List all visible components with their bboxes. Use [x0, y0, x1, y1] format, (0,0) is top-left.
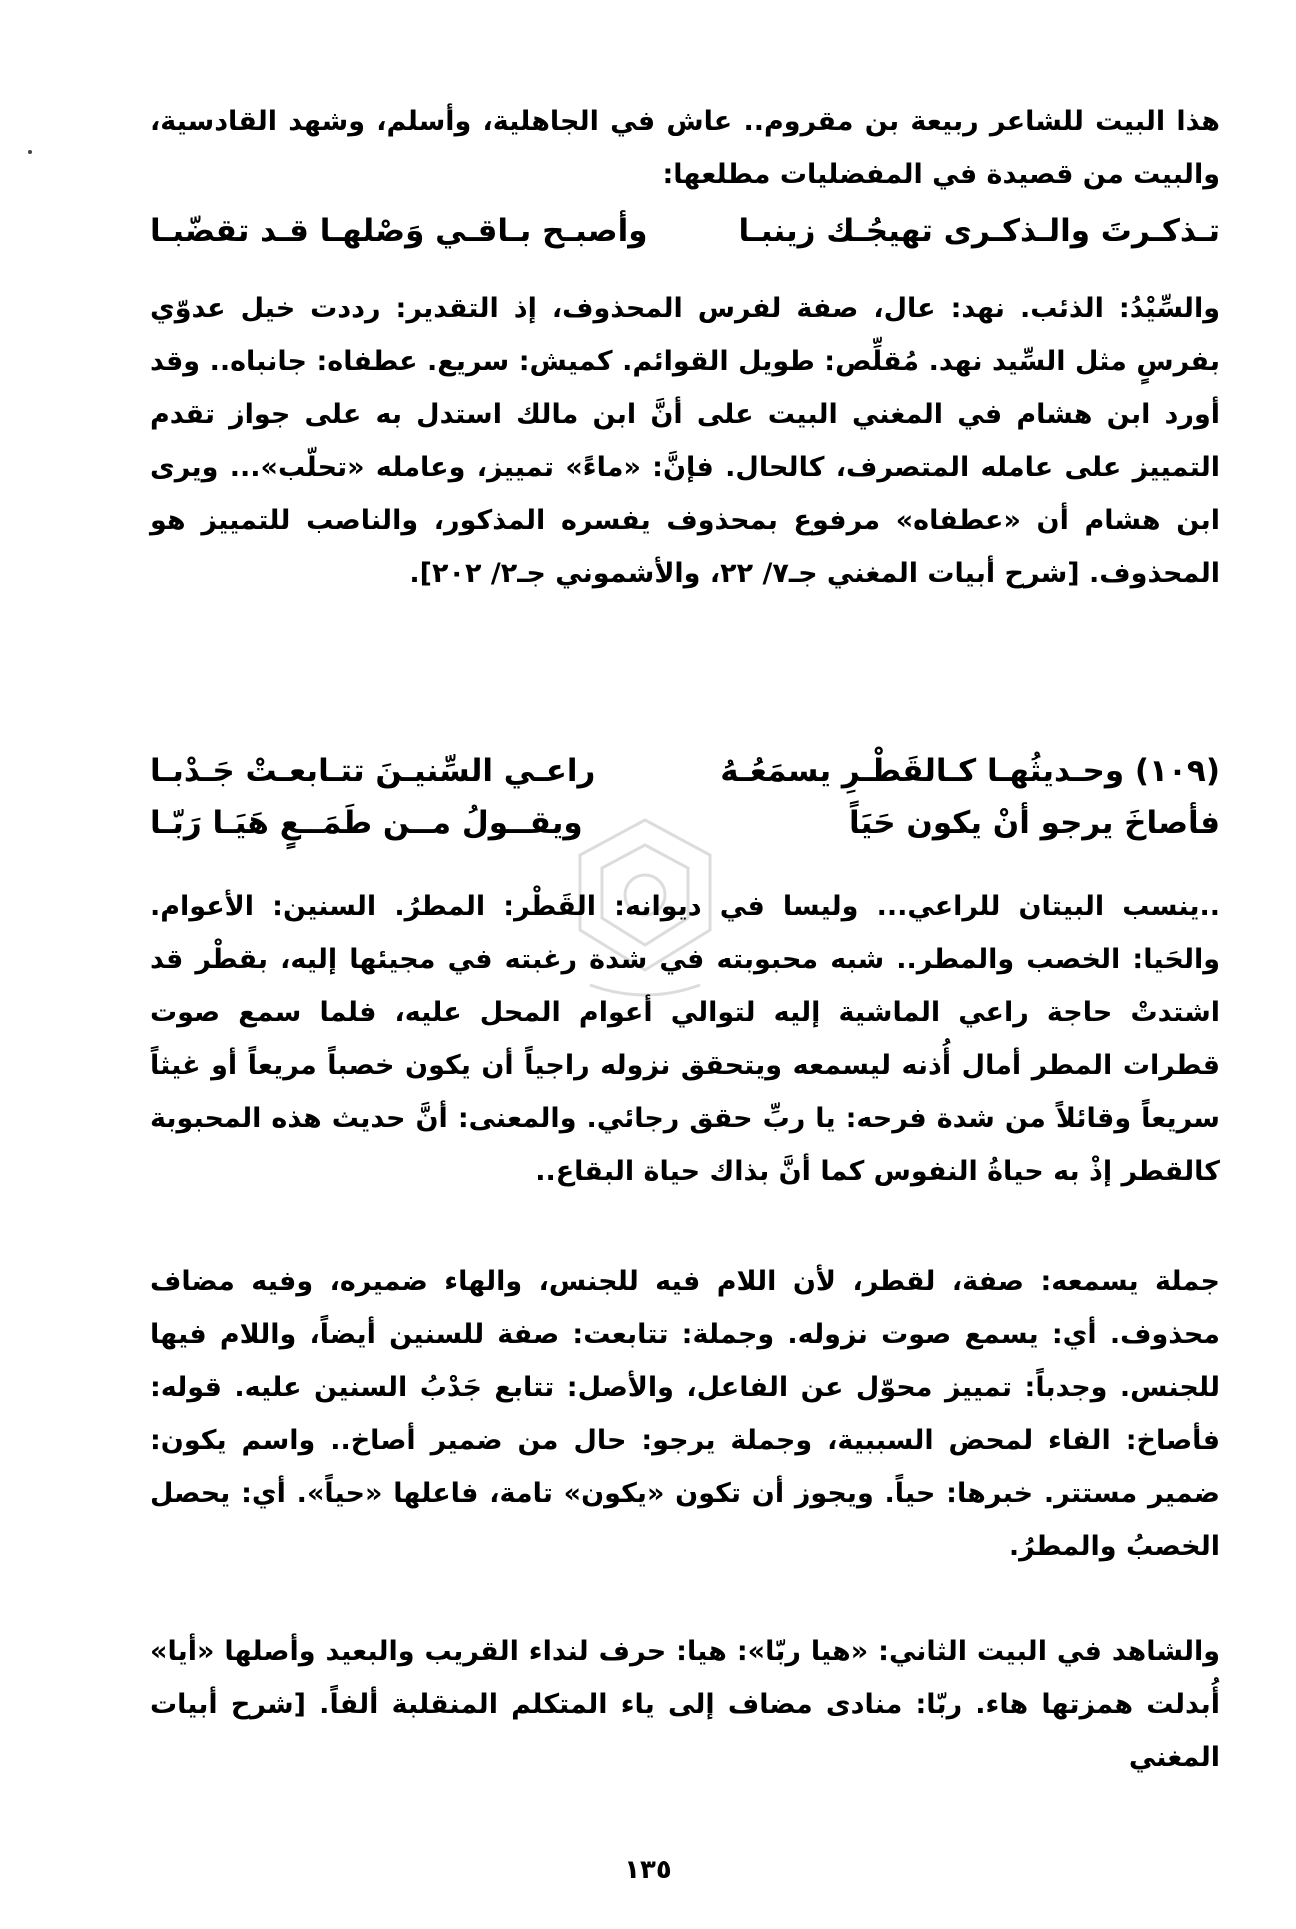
opening-verse-first-hemistich: تـذكـرتَ والـذكـرى تهيجُـك زينبـا [738, 213, 1220, 249]
verse-109-line-1-left: راعـي السِّنيـنَ تتـابعـتْ جَـدْبـا [150, 753, 596, 789]
paragraph-intro [150, 95, 1220, 201]
opening-verse [0, 205, 1296, 257]
stray-ink-mark [28, 150, 32, 154]
verse-109-number: (١٠٩) [1134, 753, 1220, 789]
verse-109-line-2-right: فأصاخَ يرجو أنْ يكون حَيَاً [848, 805, 1220, 841]
verse-109-line-2-left: ويقــولُ مــن طَمَــعٍ هَيَـا رَبّـا [150, 805, 583, 841]
paragraph-commentary-2 [150, 880, 1220, 1198]
paragraph-grammar [150, 1255, 1220, 1573]
paragraph-1-text: هذا البيت للشاعر ربيعة بن مقروم.. عاش في الجاهلية، وأسلم، وشهد القادسية، والبيت من قصيدة في المفضليات مطلعها: [150, 106, 1220, 190]
opening-verse-second-hemistich: وأصبـح بـاقـي وَصْلهـا قـد تقضّبـا [150, 213, 648, 249]
paragraph-5-text: والشاهد في البيت الثاني: «هيا ربّا»: هيا: حرف لنداء القريب والبعيد وأصلها «أيا» أُبدلت همزتها هاء. ربّا: منادى مضاف إلى ياء المتكلم المنقلبة ألفاً. [شرح أبيات المغني [150, 1636, 1220, 1773]
verse-109-line-1-right-text: وحـديثُهـا كـالقَطْـرِ يسمَعُـهُ [720, 753, 1125, 789]
paragraph-commentary-1 [150, 282, 1220, 600]
paragraph-evidence [150, 1625, 1220, 1784]
paragraph-2-text: والسِّيْدُ: الذئب. نهد: عال، صفة لفرس المحذوف، إذ التقدير: رددت خيل عدوّي بفرسٍ مثل السِّيد نهد. مُقلِّص: طويل القوائم. كميش: سريع. عطفاه: جانباه.. وقد أورد ابن هشام في المغني البيت على أنَّ ابن مالك استدل به على جواز تقدم التمييز على عامله المتصرف، كالحال. فإنَّ: «ماءً» تمييز، وعامله «تحلّب»... ويرى ابن هشام أن «عطفاه» مرفوع بمحذوف يفسره المذكور، والناصب للتمييز هو المحذوف. [شرح أبيات المغني جـ٧/ ٢٢، والأشموني جـ٢/ ٢٠٢]. [150, 293, 1220, 589]
verse-109-line-1-right [720, 745, 1220, 797]
paragraph-3-text: ..ينسب البيتان للراعي... وليسا في ديوانه: القَطْر: المطرُ. السنين: الأعوام. والحَيا: الخصب والمطر.. شبه محبوبته في شدة رغبته في مجيئها إليه، بقطْر قد اشتدتْ حاجة راعي الماشية إليه لتوالي أعوام المحل عليه، فلما سمع صوت قطرات المطر أمال أُذنه ليسمعه ويتحقق نزوله راجياً أن يكون خصباً مريعاً أو غيثاً سريعاً وقائلاً من شدة فرحه: يا ربِّ حقق رجائي. والمعنى: أنَّ حديث هذه المحبوبة كالقطر إذْ به حياةُ النفوس كما أنَّ بذاك حياة البقاع.. [150, 891, 1220, 1187]
paragraph-4-text: جملة يسمعه: صفة، لقطر، لأن اللام فيه للجنس، والهاء ضميره، وفيه مضاف محذوف. أي: يسمع صوت نزوله. وجملة: تتابعت: صفة للسنين أيضاً، واللام فيها للجنس. وجدباً: تمييز محوّل عن الفاعل، والأصل: تتابع جَدْبُ السنين عليه. قوله: فأصاخ: الفاء لمحض السببية، وجملة يرجو: حال من ضمير أصاخ.. واسم يكون: ضمير مستتر. خبرها: حياً. ويجوز أن تكون «يكون» تامة، فاعلها «حياً». أي: يحصل الخصبُ والمطرُ. [150, 1266, 1220, 1562]
page-number: ١٣٥ [624, 1855, 672, 1885]
